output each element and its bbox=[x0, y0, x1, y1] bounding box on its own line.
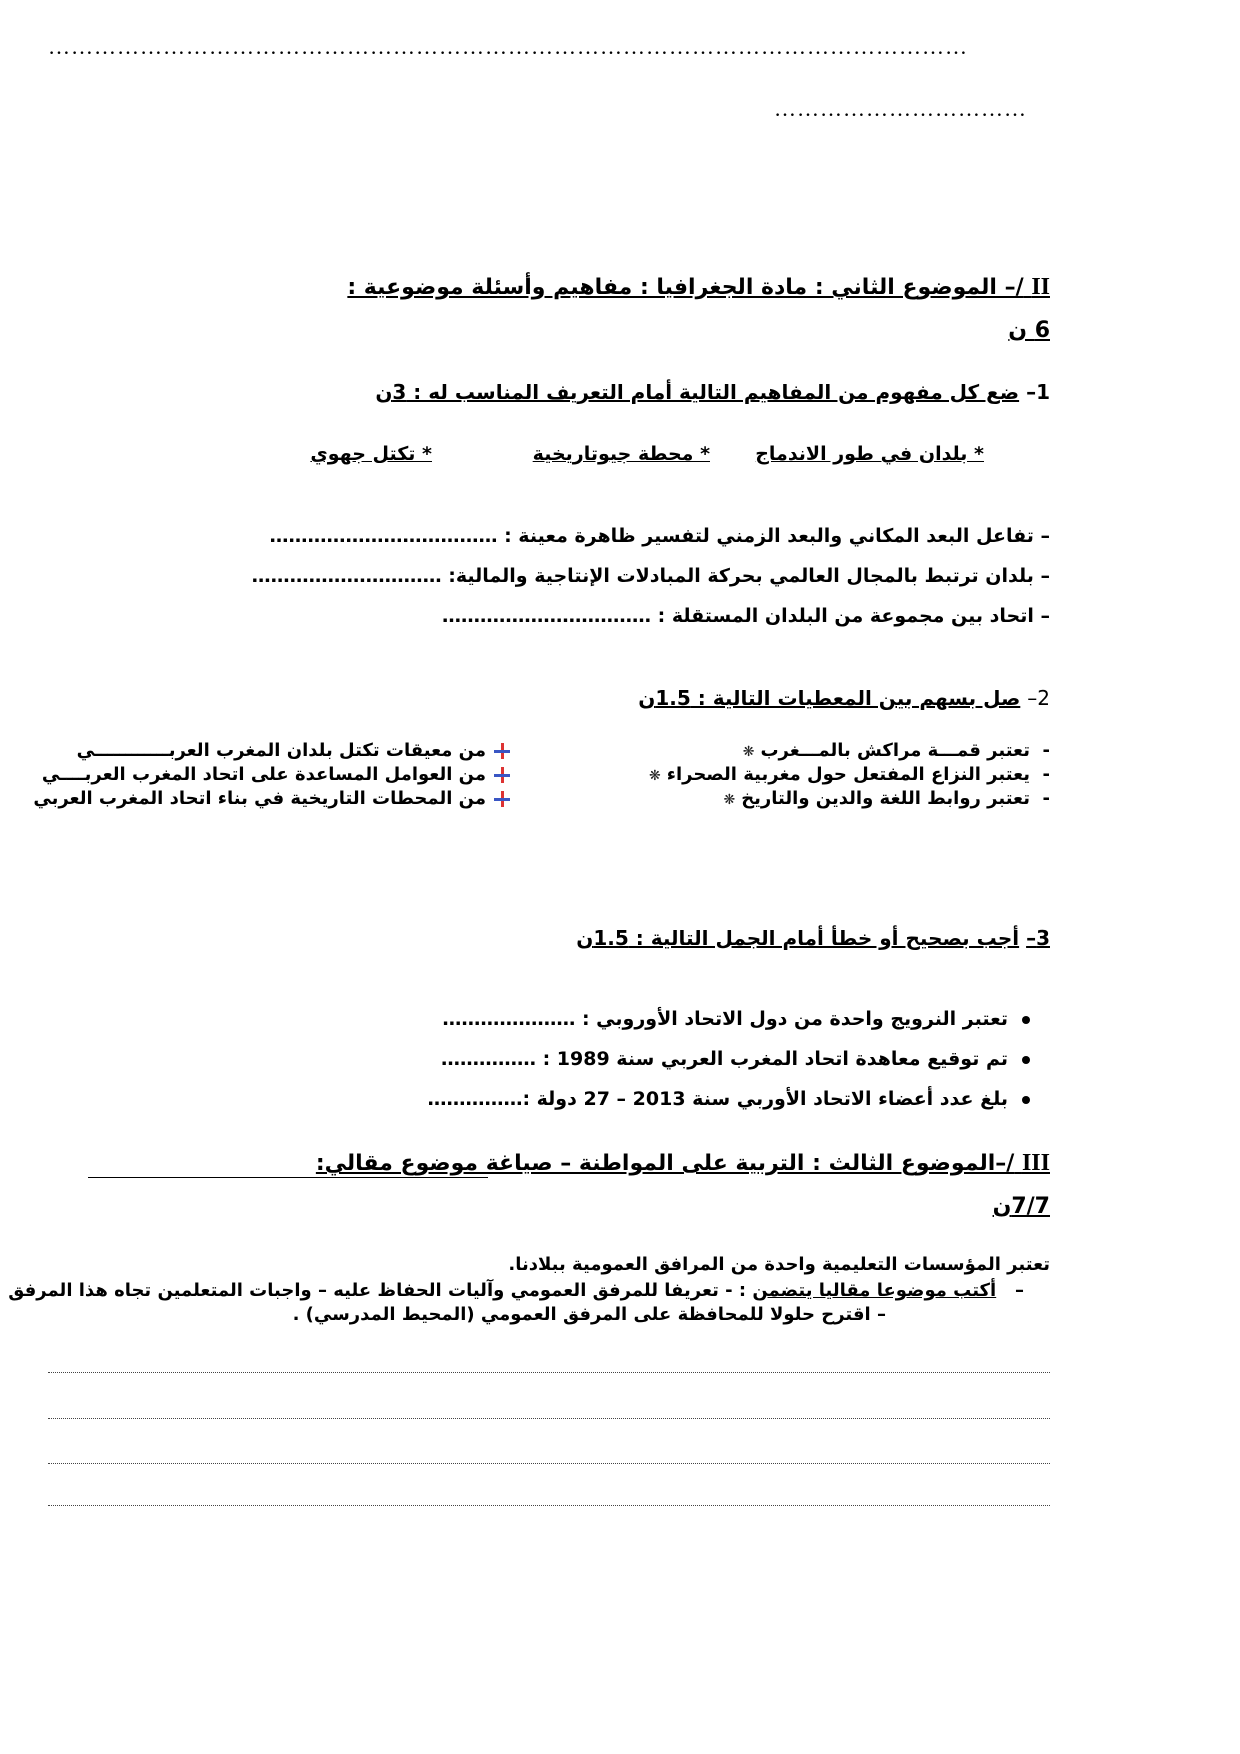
q1-concept-2: * محطة جيوتاريخية bbox=[532, 443, 710, 465]
q1-concept-1: * بلدان في طور الاندماج bbox=[755, 443, 984, 465]
section-3-task: – أكتب موضوعا مقاليا يتضمن : - تعريفا للمرفق العمومي وآليات الحفاظ عليه – واجبات المتعلمين تجاه هذا المرفق bbox=[8, 1280, 1024, 1301]
essay-answer-line-4 bbox=[48, 1505, 1050, 1506]
section-3-task-line2: – اقترح حلولا للمحافظة على المرفق العمومي (المحيط المدرسي) . bbox=[292, 1304, 886, 1325]
q2-left-item-1: من معيقات تكتل بلدان المغرب العربــــــــــــي bbox=[77, 740, 510, 761]
q2-left-item-2: من العوامل المساعدة على اتحاد المغرب العربــــي bbox=[42, 764, 510, 785]
bullet-icon bbox=[1022, 1016, 1030, 1024]
flower-icon: ❋ bbox=[649, 768, 661, 784]
q2-right-item-1: - تعتبر قمـــة مراكش بالمـــغرب❋ bbox=[734, 740, 1050, 761]
section-2-numeral: II bbox=[1031, 274, 1050, 300]
q1-heading bbox=[375, 380, 1050, 404]
section-3-heading bbox=[316, 1150, 1050, 1177]
bullet-icon bbox=[1022, 1096, 1030, 1104]
q3-statement-2: تم توقيع معاهدة اتحاد المغرب العربي سنة 1989 : …………… bbox=[441, 1048, 1030, 1070]
q3-statement-1: تعتبر النرويج واحدة من دول الاتحاد الأوروبي : ………………… bbox=[442, 1008, 1030, 1030]
q2-prompt: صل بسهم بين المعطيات التالية : 1.5ن bbox=[638, 686, 1021, 710]
q2-number: 2– bbox=[1027, 686, 1050, 710]
answer-line-top-2: …………………………… bbox=[774, 96, 1027, 121]
q2-heading bbox=[638, 686, 1050, 710]
section-3-numeral: III bbox=[1021, 1150, 1050, 1176]
q1-concept-3: * تكتل جهوي bbox=[310, 443, 432, 465]
section-3-title: /–الموضوع الثالث : التربية على المواطنة – صياغة موضوع مقالي: bbox=[315, 1151, 1015, 1176]
section-3-task-rest: : - تعريفا للمرفق العمومي وآليات الحفاظ عليه – واجبات المتعلمين تجاه هذا المرفق bbox=[8, 1280, 753, 1301]
q1-definition-1: – تفاعل البعد المكاني والبعد الزمني لتفسير ظاهرة معينة : ……………………………… bbox=[269, 525, 1050, 547]
cross-arrow-icon bbox=[494, 743, 510, 759]
essay-answer-line-3 bbox=[48, 1463, 1050, 1464]
cross-arrow-icon bbox=[494, 767, 510, 783]
section-3-task-label: أكتب موضوعا مقاليا يتضمن bbox=[752, 1280, 997, 1301]
q2-left-item-3: من المحطات التاريخية في بناء اتحاد المغرب العربي bbox=[33, 788, 510, 809]
q3-prompt: أجب بصحيح أو خطأ أمام الجمل التالية : 1.5ن bbox=[576, 926, 1020, 950]
q2-right-item-3: - تعتبر روابط اللغة والدين والتاريخ❋ bbox=[715, 788, 1050, 809]
q3-number: 3– bbox=[1026, 926, 1050, 950]
section-3-rule bbox=[88, 1177, 488, 1178]
section-3-points: 7/7ن bbox=[992, 1194, 1050, 1219]
section-2-heading bbox=[347, 274, 1050, 301]
q3-heading bbox=[576, 926, 1050, 950]
q1-number: 1– bbox=[1026, 380, 1050, 404]
q3-statement-3: بلغ عدد أعضاء الاتحاد الأوربي سنة 2013 – 27 دولة :…………… bbox=[427, 1088, 1030, 1110]
section-2-points: 6 ن bbox=[1008, 318, 1050, 343]
essay-answer-line-2 bbox=[48, 1418, 1050, 1419]
q1-definition-3: – اتحاد بين مجموعة من البلدان المستقلة : …………………………… bbox=[442, 605, 1050, 627]
essay-answer-line-1 bbox=[48, 1372, 1050, 1373]
section-3-intro: تعتبر المؤسسات التعليمية واحدة من المرافق العمومية ببلادنا. bbox=[508, 1254, 1050, 1275]
bullet-icon bbox=[1022, 1056, 1030, 1064]
section-2-title: /– الموضوع الثاني : مادة الجغرافيا : مفاهيم وأسئلة موضوعية : bbox=[347, 275, 1024, 300]
q2-right-item-2: - يعتبر النزاع المفتعل حول مغربية الصحراء❋ bbox=[641, 764, 1050, 785]
answer-line-top-1: ………………………………………………………………………………………………………… bbox=[48, 34, 968, 59]
cross-arrow-icon bbox=[494, 791, 510, 807]
flower-icon: ❋ bbox=[723, 792, 736, 808]
flower-icon: ❋ bbox=[742, 744, 755, 760]
q1-prompt: ضع كل مفهوم من المفاهيم التالية أمام التعريف المناسب له : 3ن bbox=[375, 380, 1020, 404]
q1-definition-2: – بلدان ترتبط بالمجال العالمي بحركة المبادلات الإنتاجية والمالية: ………………………… bbox=[251, 565, 1050, 587]
